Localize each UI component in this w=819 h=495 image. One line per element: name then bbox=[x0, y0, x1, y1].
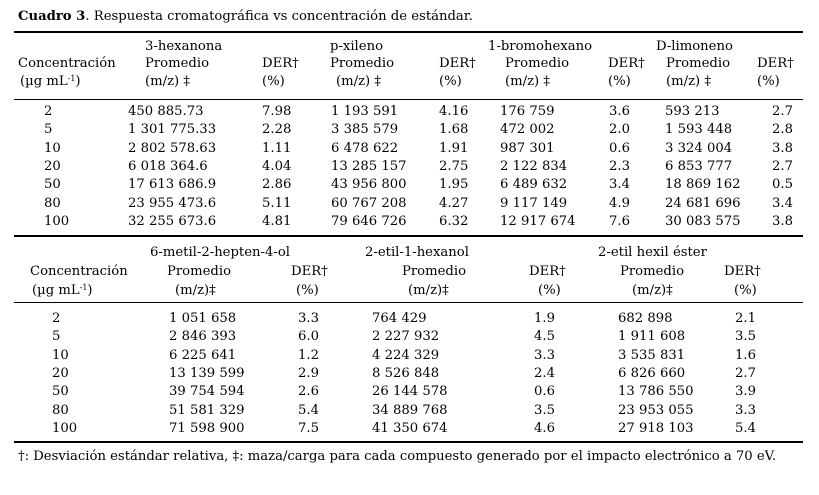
compound-name-1-bromohexano: 1-bromohexano bbox=[488, 39, 593, 54]
avg-unit-header: (m/z)‡ bbox=[175, 283, 216, 298]
conc-header-line1: Concentración bbox=[30, 264, 128, 279]
concentration-cell: 2 bbox=[44, 104, 53, 119]
der-header: DER† bbox=[439, 56, 476, 71]
der-cell: 4.9 bbox=[609, 195, 630, 211]
table-divider-rule bbox=[14, 235, 803, 237]
der-cell: 3.4 bbox=[609, 177, 630, 193]
der-cell: 2.75 bbox=[439, 158, 469, 174]
concentration-cell: 10 bbox=[44, 140, 61, 156]
der-cell: 1.11 bbox=[262, 140, 292, 156]
concentration-cell: 50 bbox=[52, 384, 69, 400]
avg-cell: 1 593 448 bbox=[665, 122, 733, 138]
avg-cell: 2 227 932 bbox=[372, 329, 440, 345]
avg-unit-header: (m/z) ‡ bbox=[666, 74, 711, 89]
der-cell: 1.2 bbox=[298, 347, 319, 363]
der-cell: 3.5 bbox=[735, 329, 756, 345]
der-cell: 2.4 bbox=[534, 365, 555, 381]
der-cell: 5.11 bbox=[262, 195, 292, 211]
der-cell: 7.6 bbox=[609, 213, 630, 229]
der-cell: 3.3 bbox=[735, 402, 756, 418]
der-cell: 2.28 bbox=[262, 122, 292, 138]
avg-cell: 176 759 bbox=[500, 104, 555, 119]
concentration-cell: 80 bbox=[44, 195, 61, 211]
avg-cell: 23 955 473.6 bbox=[128, 195, 217, 211]
conc-header-line1: Concentración bbox=[18, 56, 116, 71]
compound-name-2-etil-1-hexanol: 2-etil-1-hexanol bbox=[365, 245, 469, 260]
avg-cell: 682 898 bbox=[618, 311, 673, 326]
avg-cell: 26 144 578 bbox=[372, 384, 448, 400]
avg-cell: 3 535 831 bbox=[618, 347, 686, 363]
der-cell: 1.6 bbox=[735, 347, 756, 363]
avg-unit-header: (m/z) ‡ bbox=[336, 74, 381, 89]
der-cell: 5.4 bbox=[735, 420, 756, 436]
caption-text: . Respuesta cromatográfica vs concentración de estándar. bbox=[85, 9, 473, 24]
conc-header-line2: (µg $mL^{-1}$) bbox=[20, 74, 81, 89]
avg-cell: 23 953 055 bbox=[618, 402, 694, 418]
der-cell: 2.9 bbox=[298, 365, 319, 381]
avg-cell: 9 117 149 bbox=[500, 195, 568, 211]
der-unit-header: (%) bbox=[734, 283, 757, 298]
der-cell: 3.3 bbox=[534, 347, 555, 363]
avg-cell: 13 786 550 bbox=[618, 384, 694, 400]
avg-cell: 3 385 579 bbox=[331, 122, 399, 138]
der-cell: 1.91 bbox=[439, 140, 469, 156]
der-unit-header: (%) bbox=[538, 283, 561, 298]
der-unit-header: (%) bbox=[439, 74, 462, 89]
der-cell: 4.04 bbox=[262, 158, 292, 174]
avg-cell: 13 285 157 bbox=[331, 158, 407, 174]
der-header: DER† bbox=[529, 264, 566, 279]
avg-cell: 2 802 578.63 bbox=[128, 140, 217, 156]
der-cell: 4.16 bbox=[439, 104, 469, 119]
der-cell: 4.6 bbox=[534, 420, 555, 436]
avg-unit-header: (m/z)‡ bbox=[408, 283, 449, 298]
avg-header: Promedio bbox=[402, 264, 467, 279]
avg-cell: 34 889 768 bbox=[372, 402, 448, 418]
der-cell: 1.68 bbox=[439, 122, 469, 138]
der-unit-header: (%) bbox=[608, 74, 631, 89]
avg-cell: 4 224 329 bbox=[372, 347, 440, 363]
avg-cell: 1 911 608 bbox=[618, 329, 686, 345]
caption-label: Cuadro 3 bbox=[18, 9, 86, 24]
avg-cell: 2 846 393 bbox=[169, 329, 237, 345]
der-cell: 3.9 bbox=[735, 384, 756, 400]
avg-cell: 30 083 575 bbox=[665, 213, 741, 229]
table-footnote: †: Desviación estándar relativa, ‡: maza/carga para cada compuesto generado por el impacto electrónico a 70 eV. bbox=[18, 449, 777, 464]
avg-cell: 79 646 726 bbox=[331, 213, 407, 229]
avg-header: Promedio bbox=[620, 264, 685, 279]
concentration-cell: 100 bbox=[52, 420, 78, 436]
avg-cell: 6 489 632 bbox=[500, 177, 568, 193]
der-cell: 1.95 bbox=[439, 177, 469, 193]
avg-cell: 71 598 900 bbox=[169, 420, 245, 436]
compound-name-3-hexanona: 3-hexanona bbox=[145, 39, 223, 54]
der-cell: 2.6 bbox=[298, 384, 319, 400]
concentration-cell: 100 bbox=[44, 213, 70, 229]
der-cell: 4.5 bbox=[534, 329, 555, 345]
avg-cell: 764 429 bbox=[372, 311, 427, 326]
avg-header: Promedio bbox=[167, 264, 232, 279]
der-unit-header: (%) bbox=[262, 74, 285, 89]
table1-header-rule bbox=[14, 99, 803, 100]
avg-cell: 24 681 696 bbox=[665, 195, 741, 211]
der-unit-header: (%) bbox=[757, 74, 780, 89]
der-cell: 7.98 bbox=[262, 104, 292, 119]
der-header: DER† bbox=[262, 56, 299, 71]
conc-header-line2: (µg $mL^{-1}$) bbox=[32, 283, 93, 298]
concentration-cell: 10 bbox=[52, 347, 69, 363]
der-header: DER† bbox=[724, 264, 761, 279]
der-cell: 2.7 bbox=[772, 104, 793, 119]
der-cell: 0.6 bbox=[609, 140, 630, 156]
der-cell: 2.7 bbox=[735, 365, 756, 381]
der-header: DER† bbox=[757, 56, 794, 71]
der-cell: 2.0 bbox=[609, 122, 630, 138]
avg-cell: 1 193 591 bbox=[331, 104, 399, 119]
avg-header: Promedio bbox=[330, 56, 395, 71]
compound-name-p-xileno: p-xileno bbox=[330, 39, 384, 54]
avg-header: Promedio bbox=[505, 56, 570, 71]
der-cell: 4.81 bbox=[262, 213, 292, 229]
concentration-cell: 80 bbox=[52, 402, 69, 418]
table2-header-rule bbox=[14, 302, 803, 303]
avg-cell: 51 581 329 bbox=[169, 402, 245, 418]
der-cell: 2.3 bbox=[609, 158, 630, 174]
avg-cell: 43 956 800 bbox=[331, 177, 407, 193]
avg-cell: 6 225 641 bbox=[169, 347, 237, 363]
der-cell: 2.7 bbox=[772, 158, 793, 174]
der-cell: 2.1 bbox=[735, 311, 756, 326]
der-cell: 0.5 bbox=[772, 177, 793, 193]
der-cell: 4.27 bbox=[439, 195, 469, 211]
avg-unit-header: (m/z) ‡ bbox=[145, 74, 190, 89]
avg-cell: 6 826 660 bbox=[618, 365, 686, 381]
avg-cell: 6 478 622 bbox=[331, 140, 399, 156]
der-cell: 3.6 bbox=[609, 104, 630, 119]
concentration-cell: 20 bbox=[52, 365, 69, 381]
avg-cell: 593 213 bbox=[665, 104, 720, 119]
avg-cell: 450 885.73 bbox=[128, 104, 204, 119]
compound-name-d-limoneno: D-limoneno bbox=[656, 39, 733, 54]
avg-cell: 17 613 686.9 bbox=[128, 177, 217, 193]
der-cell: 3.4 bbox=[772, 195, 793, 211]
avg-header: Promedio bbox=[145, 56, 210, 71]
concentration-cell: 50 bbox=[44, 177, 61, 193]
avg-cell: 472 002 bbox=[500, 122, 555, 138]
der-cell: 3.8 bbox=[772, 213, 793, 229]
avg-cell: 2 122 834 bbox=[500, 158, 568, 174]
avg-cell: 987 301 bbox=[500, 140, 555, 156]
table-caption bbox=[18, 9, 473, 25]
der-header: DER† bbox=[291, 264, 328, 279]
top-rule bbox=[14, 31, 803, 33]
avg-cell: 3 324 004 bbox=[665, 140, 733, 156]
der-cell: 0.6 bbox=[534, 384, 555, 400]
der-cell: 7.5 bbox=[298, 420, 319, 436]
der-cell: 5.4 bbox=[298, 402, 319, 418]
der-cell: 6.0 bbox=[298, 329, 319, 345]
concentration-cell: 2 bbox=[52, 311, 61, 326]
der-cell: 3.3 bbox=[298, 311, 319, 326]
avg-cell: 39 754 594 bbox=[169, 384, 245, 400]
avg-unit-header: (m/z)‡ bbox=[632, 283, 673, 298]
avg-cell: 1 051 658 bbox=[169, 311, 237, 326]
avg-unit-header: (m/z) ‡ bbox=[505, 74, 550, 89]
der-cell: 3.8 bbox=[772, 140, 793, 156]
der-unit-header: (%) bbox=[296, 283, 319, 298]
avg-cell: 18 869 162 bbox=[665, 177, 741, 193]
avg-cell: 32 255 673.6 bbox=[128, 213, 217, 229]
avg-cell: 13 139 599 bbox=[169, 365, 245, 381]
der-cell: 1.9 bbox=[534, 311, 555, 326]
der-cell: 3.5 bbox=[534, 402, 555, 418]
compound-name-6-metil-2-hepten-4-ol: 6-metil-2-hepten-4-ol bbox=[150, 245, 290, 260]
avg-cell: 6 018 364.6 bbox=[128, 158, 208, 174]
compound-name-2-etil-hexil-ester: 2-etil hexil éster bbox=[598, 245, 707, 260]
avg-cell: 1 301 775.33 bbox=[128, 122, 217, 138]
der-cell: 6.32 bbox=[439, 213, 469, 229]
avg-cell: 60 767 208 bbox=[331, 195, 407, 211]
concentration-cell: 5 bbox=[44, 122, 53, 138]
der-cell: 2.8 bbox=[772, 122, 793, 138]
avg-cell: 41 350 674 bbox=[372, 420, 448, 436]
der-header: DER† bbox=[608, 56, 645, 71]
avg-cell: 27 918 103 bbox=[618, 420, 694, 436]
concentration-cell: 5 bbox=[52, 329, 61, 345]
avg-cell: 8 526 848 bbox=[372, 365, 440, 381]
concentration-cell: 20 bbox=[44, 158, 61, 174]
avg-header: Promedio bbox=[666, 56, 731, 71]
der-cell: 2.86 bbox=[262, 177, 292, 193]
avg-cell: 6 853 777 bbox=[665, 158, 733, 174]
bottom-rule bbox=[14, 441, 803, 443]
avg-cell: 12 917 674 bbox=[500, 213, 576, 229]
